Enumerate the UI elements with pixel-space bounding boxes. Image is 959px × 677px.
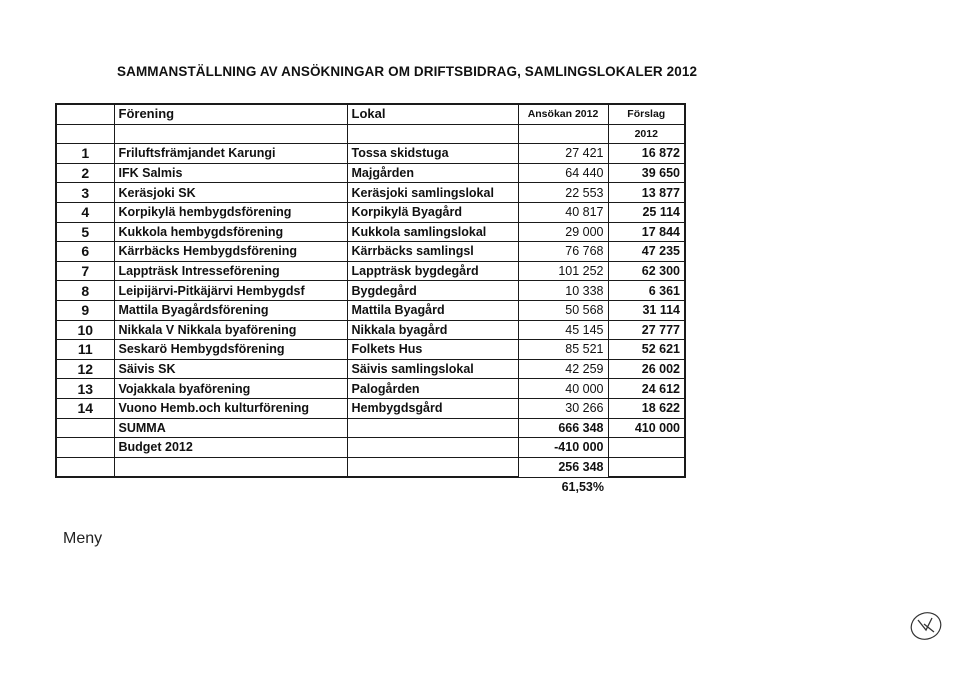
- applications-table: [55, 103, 686, 497]
- row-forslag: 26 002: [608, 359, 685, 379]
- row-forslag: 52 621: [608, 340, 685, 360]
- row-lokal: Palogården: [347, 379, 518, 399]
- row-lokal: Korpikylä Byagård: [347, 202, 518, 222]
- header-empty-ansokan: [518, 124, 608, 144]
- difference-amount: 256 348: [518, 457, 608, 477]
- document-title: SAMMANSTÄLLNING AV ANSÖKNINGAR OM DRIFTSBIDRAG, SAMLINGSLOKALER 2012: [117, 64, 698, 79]
- meny-link[interactable]: Meny: [63, 530, 103, 547]
- table-row: [56, 202, 685, 222]
- summa-ansokan: 666 348: [518, 418, 608, 438]
- row-lokal: Kukkola samlingslokal: [347, 222, 518, 242]
- percentage-row: [56, 477, 685, 497]
- row-number: 10: [56, 320, 114, 340]
- row-lokal: Säivis samlingslokal: [347, 359, 518, 379]
- row-ansokan: 30 266: [518, 398, 608, 418]
- table-row: [56, 144, 685, 164]
- header-forening: Förening: [114, 104, 347, 124]
- row-forening: Vojakkala byaförening: [114, 379, 347, 399]
- table-header-row-2: [56, 124, 685, 144]
- row-number: 1: [56, 144, 114, 164]
- row-lokal: Tossa skidstuga: [347, 144, 518, 164]
- row-forslag: 24 612: [608, 379, 685, 399]
- row-number: 9: [56, 300, 114, 320]
- difference-nr-cell: [56, 457, 114, 477]
- row-forening: Leipijärvi-Pitkäjärvi Hembygdsf: [114, 281, 347, 301]
- row-lokal: Bygdegård: [347, 281, 518, 301]
- row-forening: Nikkala V Nikkala byaförening: [114, 320, 347, 340]
- percentage-blank-2: [114, 477, 347, 497]
- header-forslag: Förslag: [608, 104, 685, 124]
- row-forslag: 25 114: [608, 202, 685, 222]
- table-row: [56, 359, 685, 379]
- table-row: [56, 320, 685, 340]
- row-forening: Keräsjoki SK: [114, 183, 347, 203]
- signature-mark-icon: [906, 606, 946, 646]
- summa-forslag: 410 000: [608, 418, 685, 438]
- row-number: 3: [56, 183, 114, 203]
- table-row: [56, 242, 685, 262]
- table-row: [56, 300, 685, 320]
- row-ansokan: 40 817: [518, 202, 608, 222]
- row-forening: Friluftsfrämjandet Karungi: [114, 144, 347, 164]
- row-forslag: 18 622: [608, 398, 685, 418]
- row-forslag: 17 844: [608, 222, 685, 242]
- header-lokal: Lokal: [347, 104, 518, 124]
- header-nr-cell: [56, 104, 114, 124]
- summa-lokal-cell: [347, 418, 518, 438]
- budget-label: Budget 2012: [114, 438, 347, 458]
- budget-forslag-cell: [608, 438, 685, 458]
- row-ansokan: 27 421: [518, 144, 608, 164]
- row-number: 13: [56, 379, 114, 399]
- row-forening: IFK Salmis: [114, 163, 347, 183]
- row-forening: Lappträsk Intresseförening: [114, 261, 347, 281]
- row-forening: Kärrbäcks Hembygdsförening: [114, 242, 347, 262]
- budget-nr-cell: [56, 438, 114, 458]
- row-forslag: 27 777: [608, 320, 685, 340]
- percentage-blank-3: [347, 477, 518, 497]
- row-ansokan: 42 259: [518, 359, 608, 379]
- row-lokal: Lappträsk bygdegård: [347, 261, 518, 281]
- row-ansokan: 40 000: [518, 379, 608, 399]
- row-lokal: Majgården: [347, 163, 518, 183]
- header-empty-forening: [114, 124, 347, 144]
- percentage-value: 61,53%: [518, 477, 608, 497]
- row-number: 2: [56, 163, 114, 183]
- table-row: [56, 379, 685, 399]
- row-ansokan: 50 568: [518, 300, 608, 320]
- summa-row: [56, 418, 685, 438]
- row-ansokan: 10 338: [518, 281, 608, 301]
- difference-lokal-cell: [347, 457, 518, 477]
- row-ansokan: 76 768: [518, 242, 608, 262]
- table-row: [56, 183, 685, 203]
- percentage-blank-5: [608, 477, 685, 497]
- row-forening: Kukkola hembygdsförening: [114, 222, 347, 242]
- difference-forening-cell: [114, 457, 347, 477]
- budget-lokal-cell: [347, 438, 518, 458]
- row-number: 12: [56, 359, 114, 379]
- row-number: 8: [56, 281, 114, 301]
- row-number: 6: [56, 242, 114, 262]
- budget-row: [56, 438, 685, 458]
- row-forening: Vuono Hemb.och kulturförening: [114, 398, 347, 418]
- row-lokal: Keräsjoki samlingslokal: [347, 183, 518, 203]
- row-forening: Mattila Byagårdsförening: [114, 300, 347, 320]
- percentage-blank-1: [56, 477, 114, 497]
- row-forslag: 31 114: [608, 300, 685, 320]
- row-ansokan: 64 440: [518, 163, 608, 183]
- row-number: 14: [56, 398, 114, 418]
- row-ansokan: 45 145: [518, 320, 608, 340]
- row-lokal: Mattila Byagård: [347, 300, 518, 320]
- difference-row: [56, 457, 685, 477]
- row-lokal: Folkets Hus: [347, 340, 518, 360]
- row-forening: Korpikylä hembygdsförening: [114, 202, 347, 222]
- row-forslag: 6 361: [608, 281, 685, 301]
- row-number: 5: [56, 222, 114, 242]
- table-row: [56, 340, 685, 360]
- table-row: [56, 163, 685, 183]
- table-header-row: [56, 104, 685, 124]
- row-forslag: 13 877: [608, 183, 685, 203]
- row-forslag: 62 300: [608, 261, 685, 281]
- row-number: 4: [56, 202, 114, 222]
- table-row: [56, 222, 685, 242]
- row-number: 11: [56, 340, 114, 360]
- difference-forslag-cell: [608, 457, 685, 477]
- row-lokal: Kärrbäcks samlingsl: [347, 242, 518, 262]
- row-forening: Seskarö Hembygdsförening: [114, 340, 347, 360]
- row-ansokan: 22 553: [518, 183, 608, 203]
- row-forening: Säivis SK: [114, 359, 347, 379]
- header-empty-lokal: [347, 124, 518, 144]
- header-forslag-year: 2012: [608, 124, 685, 144]
- row-forslag: 47 235: [608, 242, 685, 262]
- budget-ansokan: -410 000: [518, 438, 608, 458]
- row-lokal: Hembygdsgård: [347, 398, 518, 418]
- header-nr-cell-2: [56, 124, 114, 144]
- table-row: [56, 281, 685, 301]
- header-ansokan: Ansökan 2012: [518, 104, 608, 124]
- row-number: 7: [56, 261, 114, 281]
- row-lokal: Nikkala byagård: [347, 320, 518, 340]
- row-ansokan: 101 252: [518, 261, 608, 281]
- summa-nr-cell: [56, 418, 114, 438]
- summa-label: SUMMA: [114, 418, 347, 438]
- row-ansokan: 85 521: [518, 340, 608, 360]
- row-ansokan: 29 000: [518, 222, 608, 242]
- row-forslag: 39 650: [608, 163, 685, 183]
- row-forslag: 16 872: [608, 144, 685, 164]
- table-row: [56, 261, 685, 281]
- table-row: [56, 398, 685, 418]
